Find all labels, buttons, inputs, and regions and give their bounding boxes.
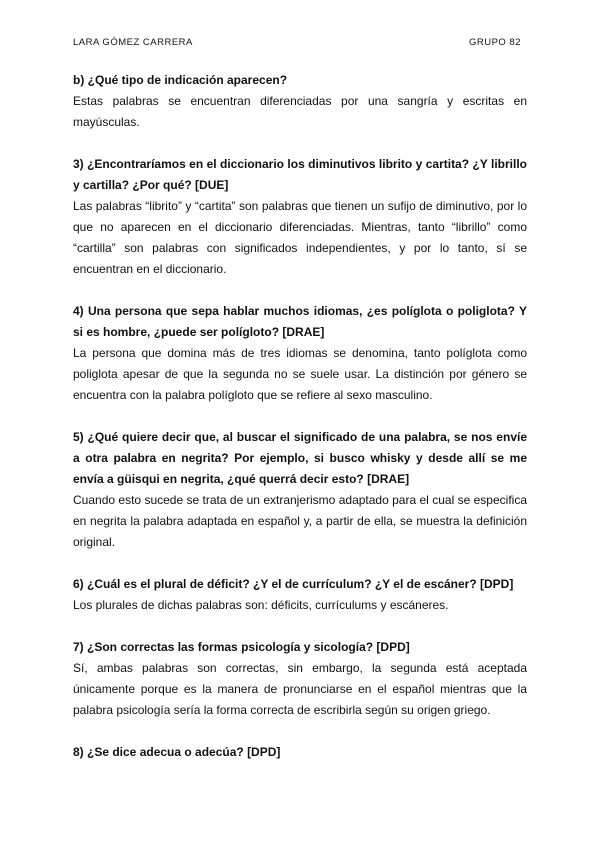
question-7: 7) ¿Son correctas las formas psicología y sicología? [DPD] bbox=[73, 640, 410, 654]
answer-5: Cuando esto sucede se trata de un extranjerismo adaptado para el cual se especifica en negrita la palabra adaptada en español y, a partir de ella, se muestra la definición original. bbox=[73, 493, 527, 549]
answer-4: La persona que domina más de tres idiomas se denomina, tanto políglota como poliglota apesar de que la segunda no se suele usar. La distinción por género se encuentra con la palabra polígloto que se refiere al sexo masculino. bbox=[73, 346, 527, 402]
qa-block-5 bbox=[73, 427, 527, 553]
answer-6: Los plurales de dichas palabras son: déficits, currículums y escáneres. bbox=[73, 598, 449, 612]
question-8: 8) ¿Se dice adecua o adecúa? [DPD] bbox=[73, 745, 281, 759]
document-body bbox=[73, 70, 527, 784]
author-name: LARA GÓMEZ CARRERA bbox=[73, 37, 193, 48]
group-label: GRUPO 82 bbox=[468, 37, 521, 48]
page-header bbox=[73, 37, 521, 51]
question-4: 4) Una persona que sepa hablar muchos idiomas, ¿es políglota o poliglota? Y si es hombre, ¿puede ser polígloto? [DRAE] bbox=[73, 304, 527, 339]
qa-block-4 bbox=[73, 301, 527, 406]
question-5: 5) ¿Qué quiere decir que, al buscar el significado de una palabra, se nos envíe a otra palabra en negrita? Por ejemplo, si busco whisky y desde allí se me envía a güisqui en negrita, ¿qué querrá decir esto? [DRAE] bbox=[73, 430, 527, 486]
answer-3: Las palabras “librito” y “cartita” son palabras que tienen un sufijo de diminutivo, por lo que no aparecen en el diccionario diferenciadas. Mientras, tanto “librillo” como “cartilla” son palabras con significados independientes, y por lo tanto, sí se encuentran en el diccionario. bbox=[73, 199, 527, 276]
qa-block-3 bbox=[73, 154, 527, 280]
question-b: b) ¿Qué tipo de indicación aparecen? bbox=[73, 73, 288, 87]
qa-block-7 bbox=[73, 637, 527, 721]
answer-7: Sí, ambas palabras son correctas, sin embargo, la segunda está aceptada únicamente porque es la manera de pronunciarse en el español mientras que la palabra psicología sería la forma correcta de escribirla según su origen griego. bbox=[73, 661, 527, 717]
qa-block-8 bbox=[73, 742, 527, 763]
qa-block-6 bbox=[73, 574, 527, 616]
question-6: 6) ¿Cuál es el plural de déficit? ¿Y el de currículum? ¿Y el de escáner? [DPD] bbox=[73, 577, 514, 591]
answer-b: Estas palabras se encuentran diferenciadas por una sangría y escritas en mayúsculas. bbox=[73, 94, 527, 129]
qa-block-b bbox=[73, 70, 527, 133]
question-3: 3) ¿Encontraríamos en el diccionario los diminutivos librito y cartita? ¿Y librillo y cartilla? ¿Por qué? [DUE] bbox=[73, 157, 527, 192]
